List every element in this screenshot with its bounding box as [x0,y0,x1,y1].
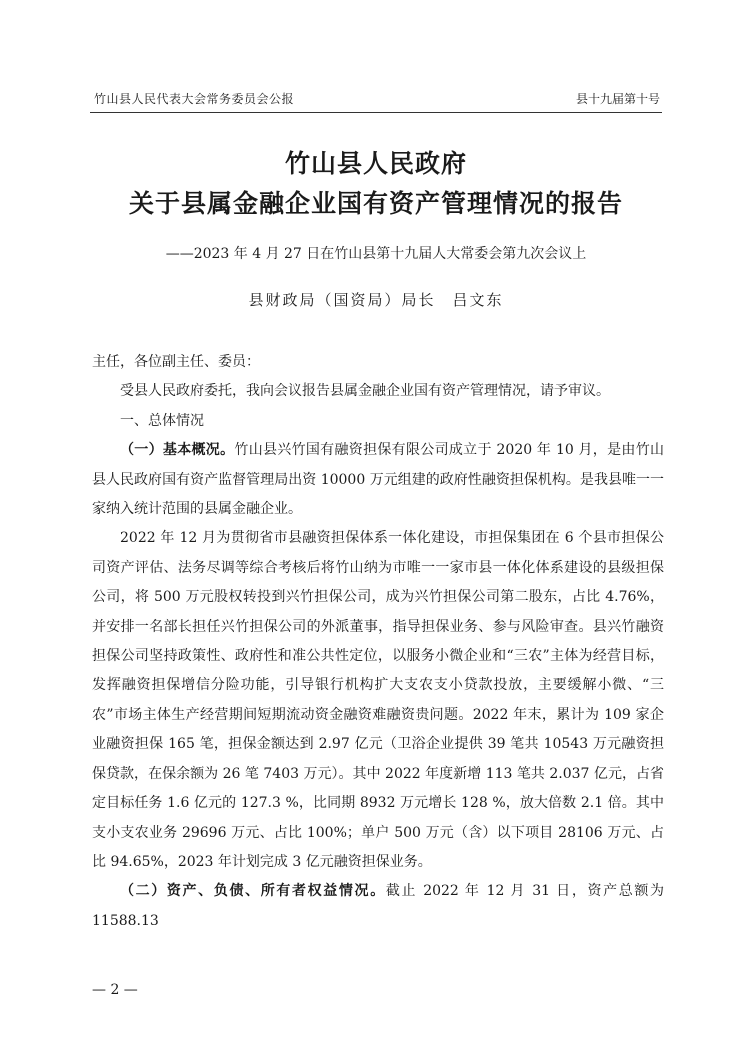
paragraph-assets-liabilities [92,877,664,936]
intro-paragraph: 受县人民政府委托，我向会议报告县属金融企业国有资产管理情况，请予审议。 [120,383,610,400]
paragraph-basic-overview [92,436,664,524]
page-number: — 2 — [92,982,138,998]
document-body [92,348,664,936]
paragraph-text: 截止 2022 年 12 月 31 日，资产总额为 11588.13 [92,883,664,929]
paragraph-text: 竹山县兴竹国有融资担保有限公司成立于 2020 年 10 月，是由竹山县人民政府国有资产监督管理局出资 10000 万元组建的政府性融资担保机构。是我县唯一一家纳入统计范围的县属金融企业。 [92,442,664,518]
paragraph-guarantee-system: 2022 年 12 月为贯彻省市县融资担保体系一体化建设，市担保集团在 6 个县市担保公司资产评估、法务尽调等综合考核后将竹山纳为市唯一一家市县一体化体系建设的县级担保公司，将 500 万元股权转投到兴竹担保公司，成为兴竹担保公司第二股东，占比 4.76%，并安排一名部长担任兴竹担保公司的外派董事，指导担保业务、参与风险审查。县兴竹融资担保公司坚持政策性、政府性和准公共性定位，以服务小微企业和“三农”主体为经营目标，发挥融资担保增信分险功能，引导银行机构扩大支农支小贷款投放，主要缓解小微、“三农”市场主体生产经营期间短期流动资金融资难融资贵问题。2022 年末，累计为 109 家企业融资担保 165 笔，担保金额达到 2.97 亿元（卫浴企业提供 39 笔共 10543 万元融资担保贷款，在保余额为 26 笔 7403 万元）。其中 2022 年度新增 113 笔共 2.037 亿元，占省定目标任务 1.6 亿元的 127.3 %，比同期 8932 万元增长 128 %，放大倍数 2.1 倍。其中支小支农业务 29696 万元、占比 100%；单户 500 万元（含）以下项目 28106 万元、占比 94.65%，2023 年计划完成 3 亿元融资担保业务。 [92,530,664,870]
paragraph-lead: （二）资产、负债、所有者权益情况。 [120,883,386,900]
document-title-line1: 竹山县人民政府 [284,149,467,178]
document-author: 县财政局（国资局）局长 吕文东 [248,291,504,309]
header-publication-name: 竹山县人民代表大会常务委员会公报 [94,92,295,106]
header-divider [90,112,662,113]
document-subtitle: ——2023 年 4 月 27 日在竹山县第十九届人大常委会第九次会议上 [165,246,587,262]
salutation: 主任，各位副主任、委员： [92,354,260,370]
document-title-line2: 关于县属金融企业国有资产管理情况的报告 [128,189,623,218]
header-issue-number: 县十九届第十号 [575,92,660,106]
section-heading: 一、总体情况 [120,412,204,429]
paragraph-lead: （一）基本概况。 [120,442,235,459]
